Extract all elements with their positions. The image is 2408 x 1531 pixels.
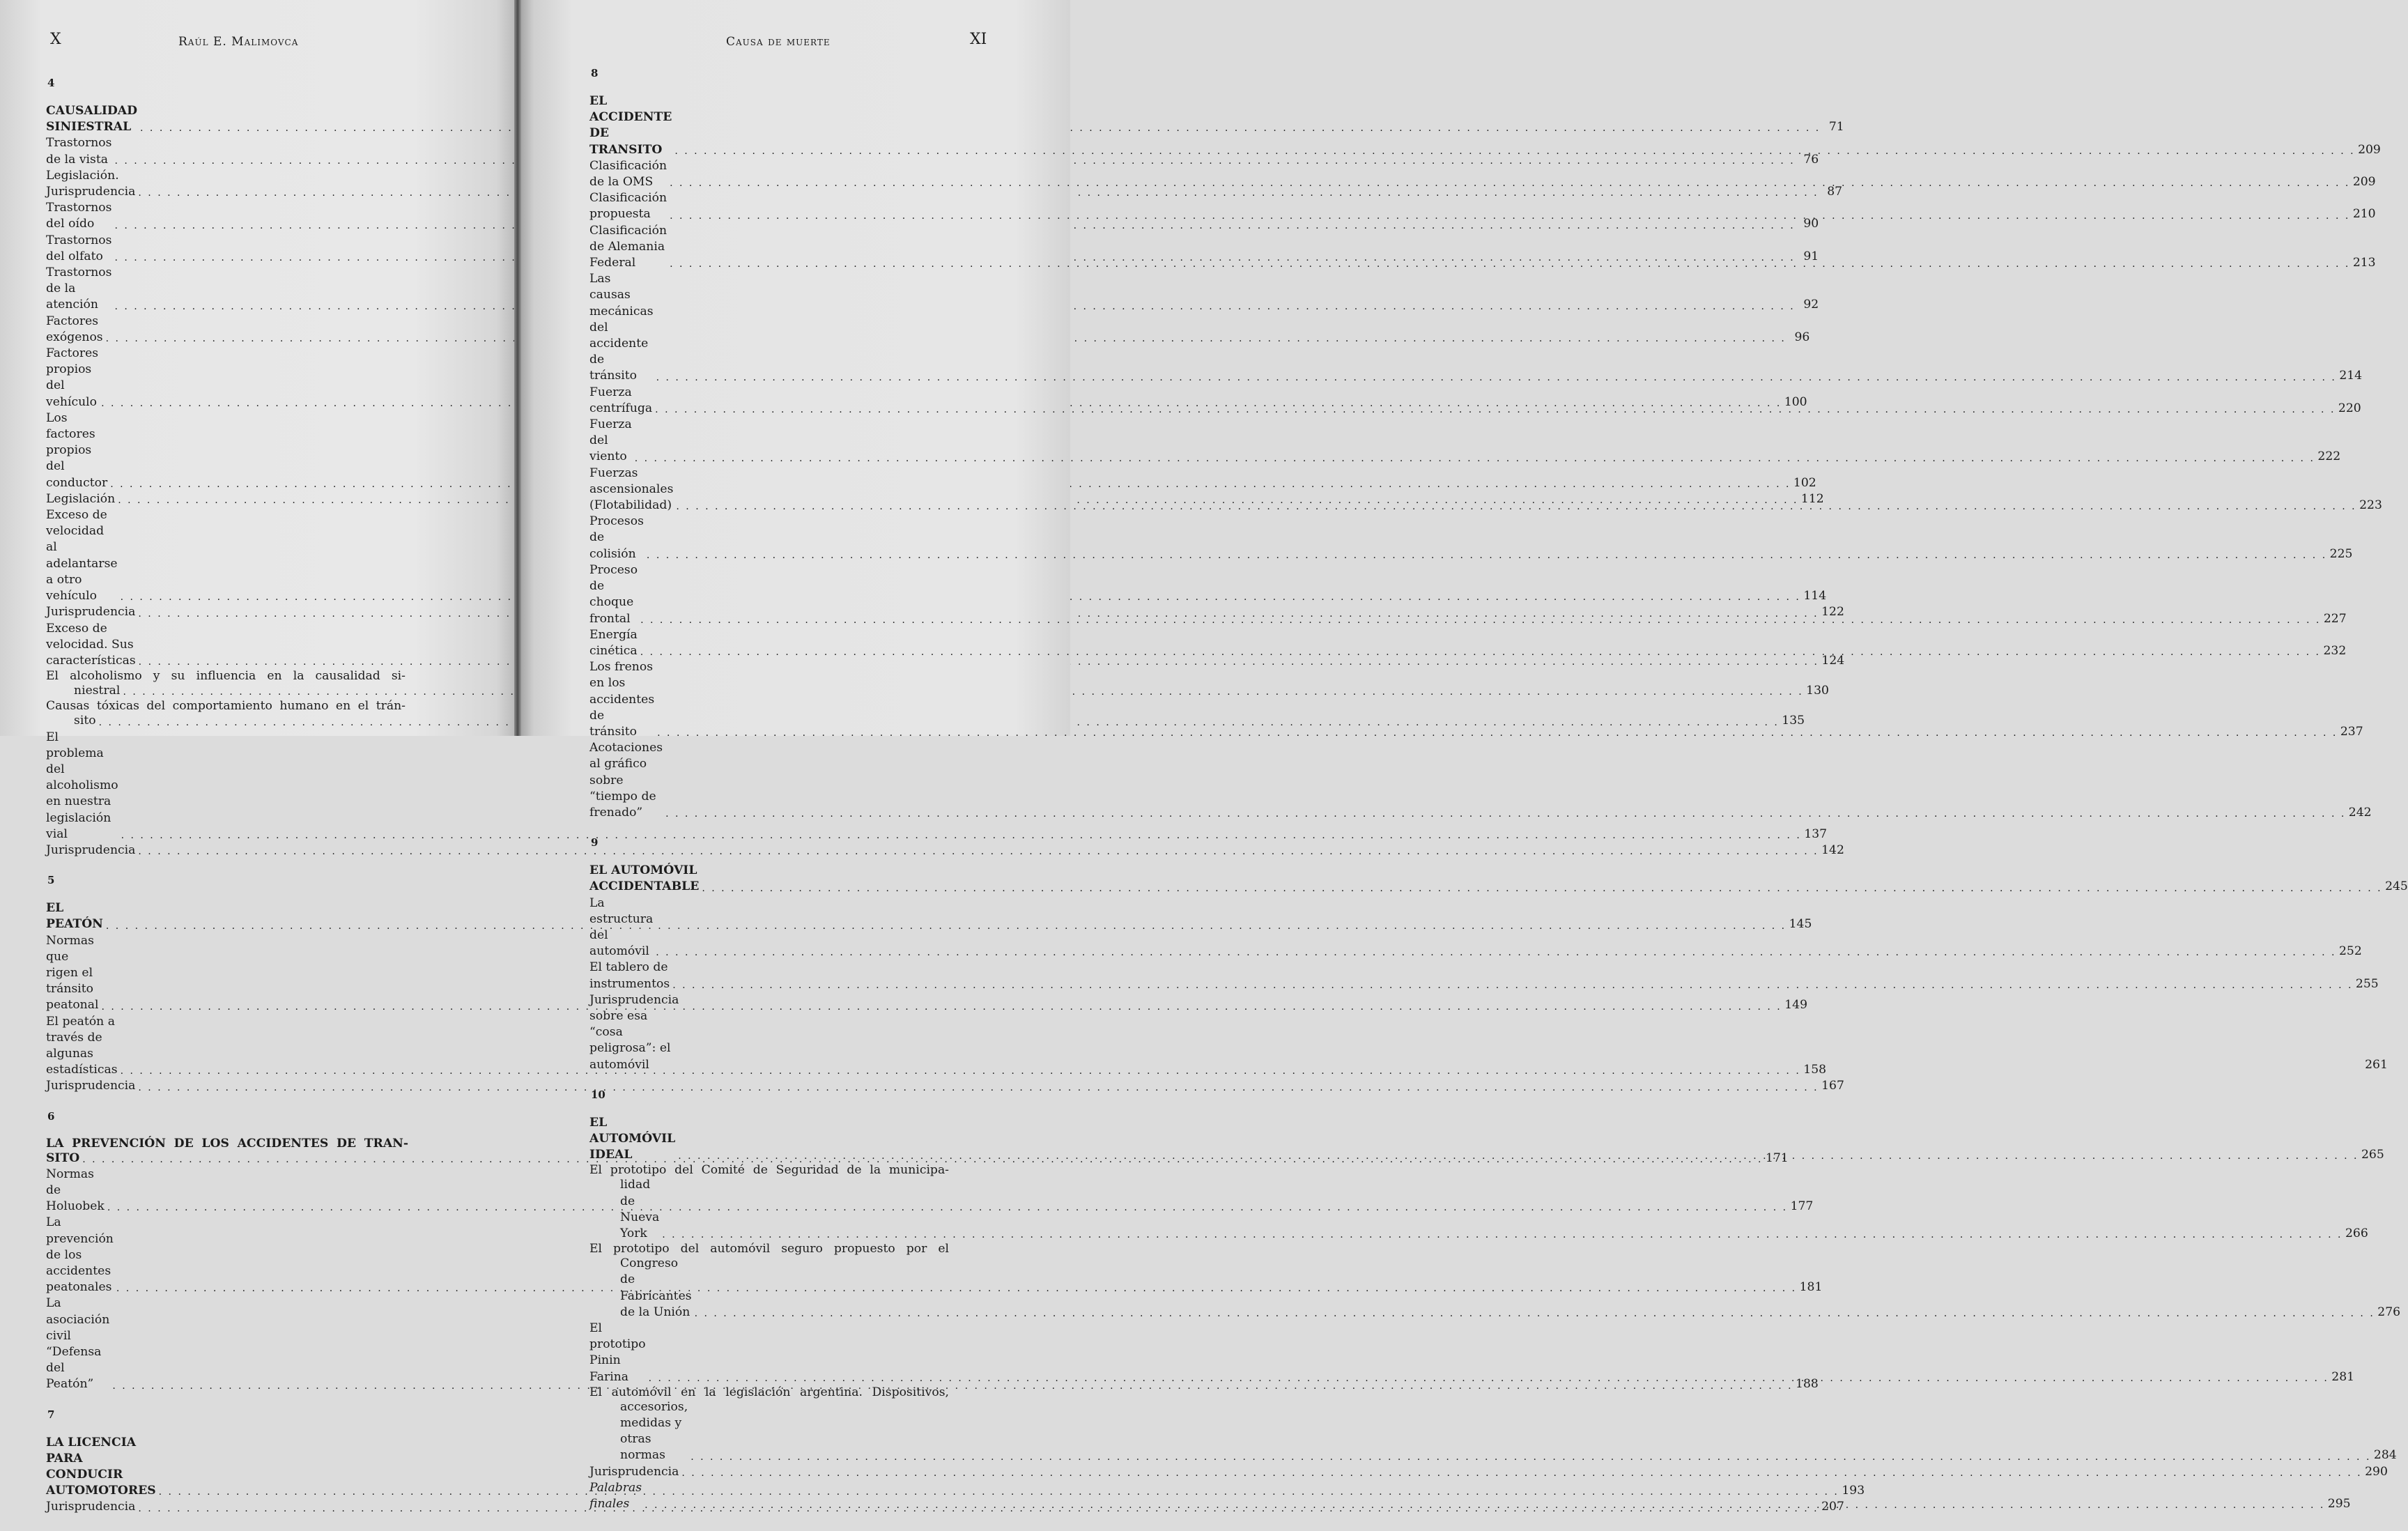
toc-entry-title-line: sito: [74, 714, 96, 728]
leader-dots: [695, 1307, 2375, 1321]
toc-entry-title: Legislación. Jurisprudencia: [46, 168, 136, 199]
page-number: 130: [1806, 684, 1829, 698]
leader-dots: [678, 1149, 2359, 1163]
leader-dots: [640, 613, 2321, 627]
toc-entry-block: [46, 669, 1829, 699]
toc-entry-title: Exceso de velocidad al adelantarse a otro vehículo: [46, 508, 118, 603]
chapter-number: 9: [591, 836, 599, 849]
page-number: 167: [1821, 1079, 1844, 1093]
leader-dots: [645, 1498, 2325, 1512]
page-number: 96: [1794, 330, 1810, 344]
leader-dots: [649, 1371, 2329, 1385]
toc-entry: [46, 491, 1824, 507]
leader-dots: [681, 1466, 2362, 1480]
running-head: Causa de muerte: [726, 35, 831, 49]
toc-entry-title: CAUSALIDAD SINIESTRAL: [46, 104, 138, 134]
leader-dots: [635, 452, 2315, 466]
page-number: 90: [1803, 217, 1819, 231]
toc-entry-title: EL AUTOMÓVIL IDEAL: [589, 1115, 676, 1162]
chapter-number: 6: [47, 1109, 55, 1123]
toc-entry: [46, 314, 1810, 346]
toc-entry: [589, 627, 2347, 659]
leader-dots: [670, 209, 2350, 223]
toc-entry-title: Factores exógenos: [46, 314, 103, 344]
toc-entry-title: Trastornos de la atención: [46, 266, 112, 312]
toc-entry-continuation: [46, 713, 1805, 729]
toc-entry-title: Jurisprudencia: [46, 1500, 136, 1514]
page-number: 145: [1789, 917, 1812, 932]
toc-entry-title: Proceso de choque frontal: [589, 562, 638, 626]
toc-entry-title: Normas de Holuobek: [46, 1167, 105, 1214]
page-number: 149: [1784, 998, 1808, 1013]
page-number: 276: [2377, 1305, 2401, 1319]
toc-entry-title: Trastornos del oído: [46, 201, 112, 231]
toc-entry-title: La prevención de los accidentes peatonales: [46, 1215, 114, 1295]
page-number: 124: [1821, 653, 1845, 668]
toc-entry-title: Jurisprudencia sobre esa “cosa peligrosa”: el automóvil: [589, 992, 679, 1072]
toc-entry: [46, 604, 1844, 620]
toc-entry-title: Clasificación de la OMS: [589, 158, 667, 190]
page-folio: X: [50, 31, 61, 48]
page-number: 266: [2345, 1226, 2368, 1240]
page-number: 232: [2323, 643, 2347, 658]
leader-dots: [672, 978, 2353, 992]
page-number: 142: [1821, 843, 1844, 857]
page-number: 261: [2365, 1057, 2388, 1072]
toc-entry: [589, 1464, 2388, 1480]
leader-dots: [657, 726, 2338, 740]
toc-entry-block: [46, 699, 1805, 729]
toc-entry-title: Procesos de colisión: [589, 514, 644, 561]
toc-entry: [46, 1078, 1844, 1094]
page-number: 171: [1765, 1151, 1789, 1165]
toc-entry-title: Los factores propios del conductor: [46, 410, 108, 490]
toc-entry: [46, 135, 1819, 167]
page-number: 114: [1803, 589, 1827, 603]
toc-entry-title: La asociación civil “Defensa del Peatón”: [46, 1296, 110, 1392]
chapter-number: 4: [47, 77, 55, 89]
page-number: 76: [1803, 152, 1819, 167]
leader-dots: [647, 548, 2327, 562]
toc-entry-title: El peatón a través de algunas estadísticas: [46, 1014, 118, 1077]
toc-entry-title: EL PEATÓN: [46, 901, 103, 932]
leader-dots: [690, 1450, 2371, 1464]
page-number: 181: [1799, 1280, 1823, 1295]
toc-entry-title: Clasificación de Alemania Federal: [589, 223, 667, 270]
toc-entry-title-line: Congreso de Fabricantes de la Unión: [620, 1256, 692, 1319]
page-number: 265: [2361, 1148, 2384, 1162]
page-number: 210: [2352, 207, 2376, 222]
page-number: 87: [1827, 185, 1843, 199]
page-number: 284: [2373, 1448, 2397, 1463]
toc-chapter-title: [589, 863, 2408, 895]
toc-entry-title: Trastornos de la vista: [46, 136, 112, 167]
toc-entry-title-line: SITO: [46, 1151, 80, 1165]
toc-entry-title-line: El prototipo del Comité de Seguridad de la municipa-: [589, 1163, 949, 1178]
page-folio: XI: [970, 31, 987, 48]
book-gutter: [514, 0, 521, 736]
toc-entry-continuation: [46, 683, 1829, 699]
toc-entry: [589, 740, 2372, 821]
leader-dots: [662, 1228, 2343, 1242]
toc-entry-title: Fuerza del viento: [589, 417, 632, 464]
leader-dots: [702, 882, 2382, 895]
page-number: 281: [2331, 1369, 2355, 1384]
toc-entry-continuation: [46, 1151, 1789, 1167]
page-number: 91: [1803, 249, 1819, 263]
page-number: 213: [2352, 256, 2376, 270]
page-number: 112: [1800, 491, 1824, 506]
leader-dots: [670, 176, 2350, 190]
page-number: 137: [1804, 826, 1828, 841]
toc-entry-title: Fuerza centrífuga: [589, 385, 653, 415]
leader-dots: [640, 645, 2321, 659]
toc-entry: [46, 843, 1844, 859]
toc-entry-title: Jurisprudencia: [46, 843, 136, 857]
page-number: 245: [2385, 879, 2408, 894]
toc-entry-title-line: Causas tóxicas del comportamiento humano en el trán-: [46, 699, 406, 714]
page-number: 209: [2352, 175, 2376, 190]
toc-entry-title: Jurisprudencia: [46, 1079, 136, 1093]
toc-entry-title: Legislación: [46, 491, 116, 506]
leader-dots: [674, 144, 2355, 158]
toc-entry-title-line: LA PREVENCIÓN DE LOS ACCIDENTES DE TRAN-: [46, 1136, 408, 1151]
toc-entry: [589, 514, 2353, 562]
leader-dots: [676, 500, 2356, 514]
page-number: 295: [2327, 1497, 2351, 1511]
toc-entry-title-line: lidad de Nueva York: [620, 1178, 660, 1240]
page-number: 193: [1842, 1484, 1865, 1498]
toc-entry-title: Los frenos en los accidentes de tránsito: [589, 660, 655, 739]
leader-dots: [670, 257, 2350, 271]
page-number: 158: [1803, 1063, 1827, 1077]
page-number: 100: [1784, 394, 1807, 409]
toc-entry-title: Clasificación propuesta: [589, 191, 667, 222]
toc-entry-title: Acotaciones al gráfico sobre “tiempo de frenado”: [589, 741, 663, 820]
page-number: 255: [2355, 976, 2379, 991]
page-number: 242: [2348, 805, 2372, 820]
chapter-number: 5: [47, 874, 55, 887]
page-number: 252: [2338, 944, 2362, 959]
page-number: 237: [2340, 724, 2363, 739]
leader-dots: [656, 371, 2337, 385]
toc-entry-title: La estructura del automóvil: [589, 895, 654, 959]
toc-entry-title-line: niestral: [74, 684, 121, 698]
toc-entry-title: LA LICENCIA PARA CONDUCIR AUTOMOTORES: [46, 1435, 156, 1498]
page-number: 135: [1782, 714, 1805, 728]
toc-entry-title: Jurisprudencia: [589, 1464, 679, 1479]
toc-entry-title-line: El alcoholismo y su influencia en la causalidad si-: [46, 669, 406, 684]
toc-entry: [589, 960, 2379, 992]
toc-entry-title: Energía cinética: [589, 627, 638, 658]
page-number: 177: [1790, 1199, 1814, 1214]
chapter-number: 8: [591, 67, 599, 79]
toc-entry-title: Palabras finales: [589, 1480, 642, 1511]
toc-entry-continuation: [589, 1399, 2397, 1464]
page-number: 207: [1821, 1500, 1844, 1514]
page-number: 122: [1821, 605, 1844, 620]
toc-entry-title: Jurisprudencia: [46, 605, 136, 620]
toc-entry: [46, 1499, 1844, 1515]
toc-entry-title: Normas que rigen el tránsito peatonal: [46, 933, 99, 1013]
chapter-number: 10: [591, 1088, 605, 1101]
toc-entry: [46, 265, 1819, 314]
toc-entry-title: Exceso de velocidad. Sus características: [46, 621, 136, 668]
toc-entry-block: [589, 1385, 2397, 1464]
page-number: 209: [2358, 142, 2381, 157]
page-number: 223: [2359, 498, 2382, 513]
leader-dots: [665, 807, 2346, 821]
toc-entry-title: El prototipo Pinin Farina: [589, 1321, 646, 1384]
toc-entry: [589, 417, 2341, 466]
page-number: 92: [1803, 298, 1819, 312]
leader-dots: [656, 946, 2336, 960]
page-number: 290: [2365, 1464, 2388, 1479]
leader-dots: [655, 403, 2336, 417]
page-number: 225: [2329, 546, 2353, 561]
leader-dots: [159, 1485, 1839, 1499]
toc-entry-title: EL AUTOMÓVIL ACCIDENTABLE: [589, 863, 700, 894]
toc-entry-title: EL ACCIDENTE DE TRANSITO: [589, 94, 672, 157]
page-number: 222: [2317, 449, 2341, 464]
toc-entry-title-line: El automóvil en la legislación argentina. Dispositivos,: [589, 1385, 949, 1399]
toc-entry-title-line: El prototipo del automóvil seguro propuesto por el: [589, 1242, 949, 1256]
toc-entry-title: El tablero de instrumentos: [589, 960, 670, 991]
toc-entry-title: Factores propios del vehículo: [46, 346, 99, 409]
page-number: 102: [1793, 475, 1816, 490]
toc-entry-title-line: accesorios, medidas y otras normas: [620, 1399, 688, 1463]
page-number: 227: [2323, 611, 2347, 626]
toc-entry-title: Las causas mecánicas del accidente de tránsito: [589, 272, 654, 383]
page-number: 71: [1828, 120, 1844, 134]
running-head: Raúl E. Malimovca: [178, 35, 299, 49]
page-number: 214: [2339, 369, 2363, 383]
page-number: 220: [2338, 401, 2361, 415]
toc-entry-title: Fuerzas ascensionales (Flotabilidad): [589, 466, 674, 513]
chapter-number: 7: [47, 1408, 55, 1421]
page-number: 188: [1796, 1377, 1819, 1392]
toc-entry-title: Trastornos del olfato: [46, 233, 112, 263]
toc-entry-title: El problema del alcoholismo en nuestra legislación vial: [46, 730, 118, 841]
